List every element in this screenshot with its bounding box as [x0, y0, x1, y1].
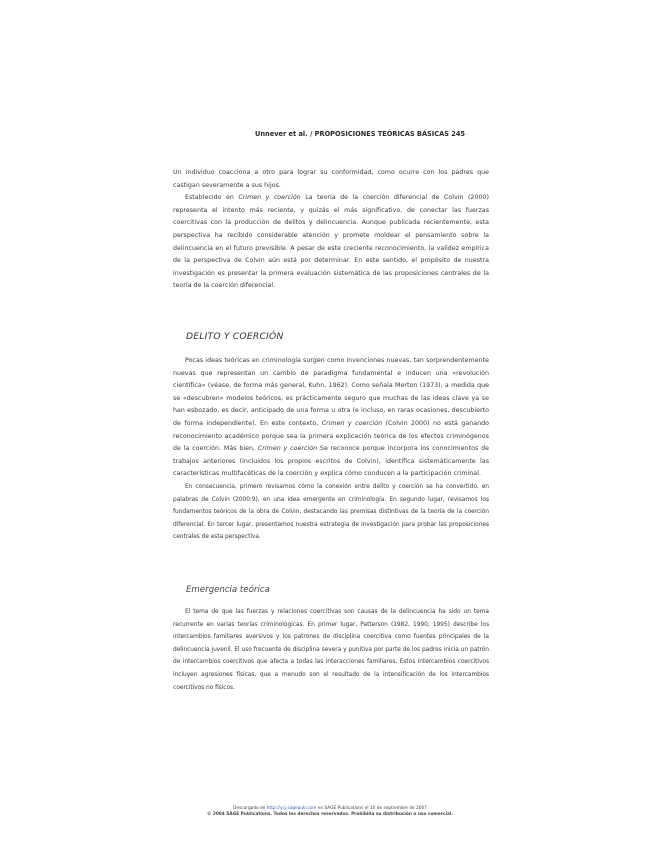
intro-p2-body: La teoría de la coerción diferencial de Colvin (2000) representa el intento más reciente, y quizás el más significativo, de conectar las fuerzas coercitivas con la producción de delitos y delincuencia. Aunque publicada recientemente, esta perspectiva ha recibido considerable atención y promete moldear el pensamiento sobre la delincuencia en el futuro previsible. A pesar de este creciente reconocimiento, la validez empírica de la perspectiva de Colvin aún está por determinar. En este sentido, el propósito de nuestra investigación es presentar la primera evaluación sistemática de las proposiciones centrales de la teoría de la coerción diferencial. — [173, 194, 490, 290]
intro-block — [173, 167, 489, 293]
section-paragraph-2: En consecuencia, primero revisamos cómo la conexión entre delito y coerción se ha convertido, en palabras de Colvin (2000:9), en una idea emergente en criminología. En segundo lugar, revisamos los fundamentos teóricos de la obra de Colvin, destacando las premisas distintivas de la teoría de la coerción diferencial. En tercer lugar, presentamos nuestra estrategia de investigación para probar las proposiciones centrales de esta perspectiva. — [173, 483, 489, 541]
book-title-italic: Crimen y coerción — [321, 419, 383, 427]
section-p1-part-b: (Colvin 2000) no está ganando reconocimiento académico porque sea la primera explicación teórica de los efectos criminógenos de la coerción. Más bien, — [173, 419, 489, 453]
running-head — [255, 130, 495, 138]
download-link[interactable]: http://ycj.sagepub.com — [266, 806, 317, 811]
intro-p2-lead: Establecido en — [185, 194, 239, 202]
footer — [170, 806, 490, 818]
download-suffix: en SAGE Publications el 10 de septiembre de 2007 — [316, 806, 427, 811]
section-block — [173, 355, 489, 544]
section-p1-part-c: Se reconoce porque incorpora los conocimientos de trabajos anteriores (incluidos los propios escritos de Colvin), identifica sistemáticamente las características multifacéticas de la coerción y explica cómo conducen a la participación criminal. — [173, 445, 489, 478]
download-prefix: Descargado de — [233, 806, 267, 811]
copyright-notice: © 2004 SAGE Publications. Todos los derechos reservados. Prohibida su distribución o uso comercial. — [207, 812, 453, 817]
section-heading: DELITO Y COERCIÓN — [186, 331, 284, 342]
book-title-italic: Crimen y coerción — [238, 194, 301, 202]
section-p1-part-a: Pocas ideas teóricas en criminología surgen como invenciones nuevas, tan sorprendentemente nuevas que representan un cambio de paradigma fundamental e inducen una «revolución científica» (véase, de forma más general, Kuhn, 1962). Como señala Merton (1973), a medida que se «descubren» modelos teóricos, es prácticamente seguro que muchas de las ideas clave ya se han esbozado, es decir, anticipado de una forma u otra (e incluso, en raras ocasiones, descubierto de forma independiente). En este contexto, — [173, 357, 489, 427]
running-head-separator: / — [307, 130, 315, 138]
intro-paragraph-2 — [173, 192, 489, 293]
subsection-paragraph-1: El tema de que las fuerzas y relaciones coercitivas son causas de la delincuencia ha sido un tema recurrente en varias teorías criminológicas. En primer lugar, Patterson (1982, 1990, 1995) describe los intercambios familiares aversivos y los patrones de disciplina coercitiva como fuentes principales de la delincuencia juvenil. El uso frecuente de disciplina severa y punitiva por parte de los padres inicia un patrón de intercambios coercitivos que afecta a todas las interacciones familiares. Estos intercambios coercitivos incluyen agresiones físicas, que a menudo son el resultado de la intensificación de los intercambios coercitivos no físicos. — [173, 609, 489, 691]
page-number: 245 — [451, 130, 466, 138]
running-head-authors: Unnever et al. — [255, 130, 308, 138]
book-title-italic: Crimen y coerción — [257, 445, 318, 453]
subsection-block — [173, 606, 489, 694]
subsection-heading: Emergencia teórica — [186, 585, 270, 595]
section-paragraph-1 — [173, 355, 489, 481]
running-head-title: PROPOSICIONES TEÓRICAS BÁSICAS — [314, 130, 449, 138]
intro-paragraph-1: Un individuo coacciona a otro para lograr su conformidad, como ocurre con los padres que castigan severamente a sus hijos. — [173, 169, 489, 189]
